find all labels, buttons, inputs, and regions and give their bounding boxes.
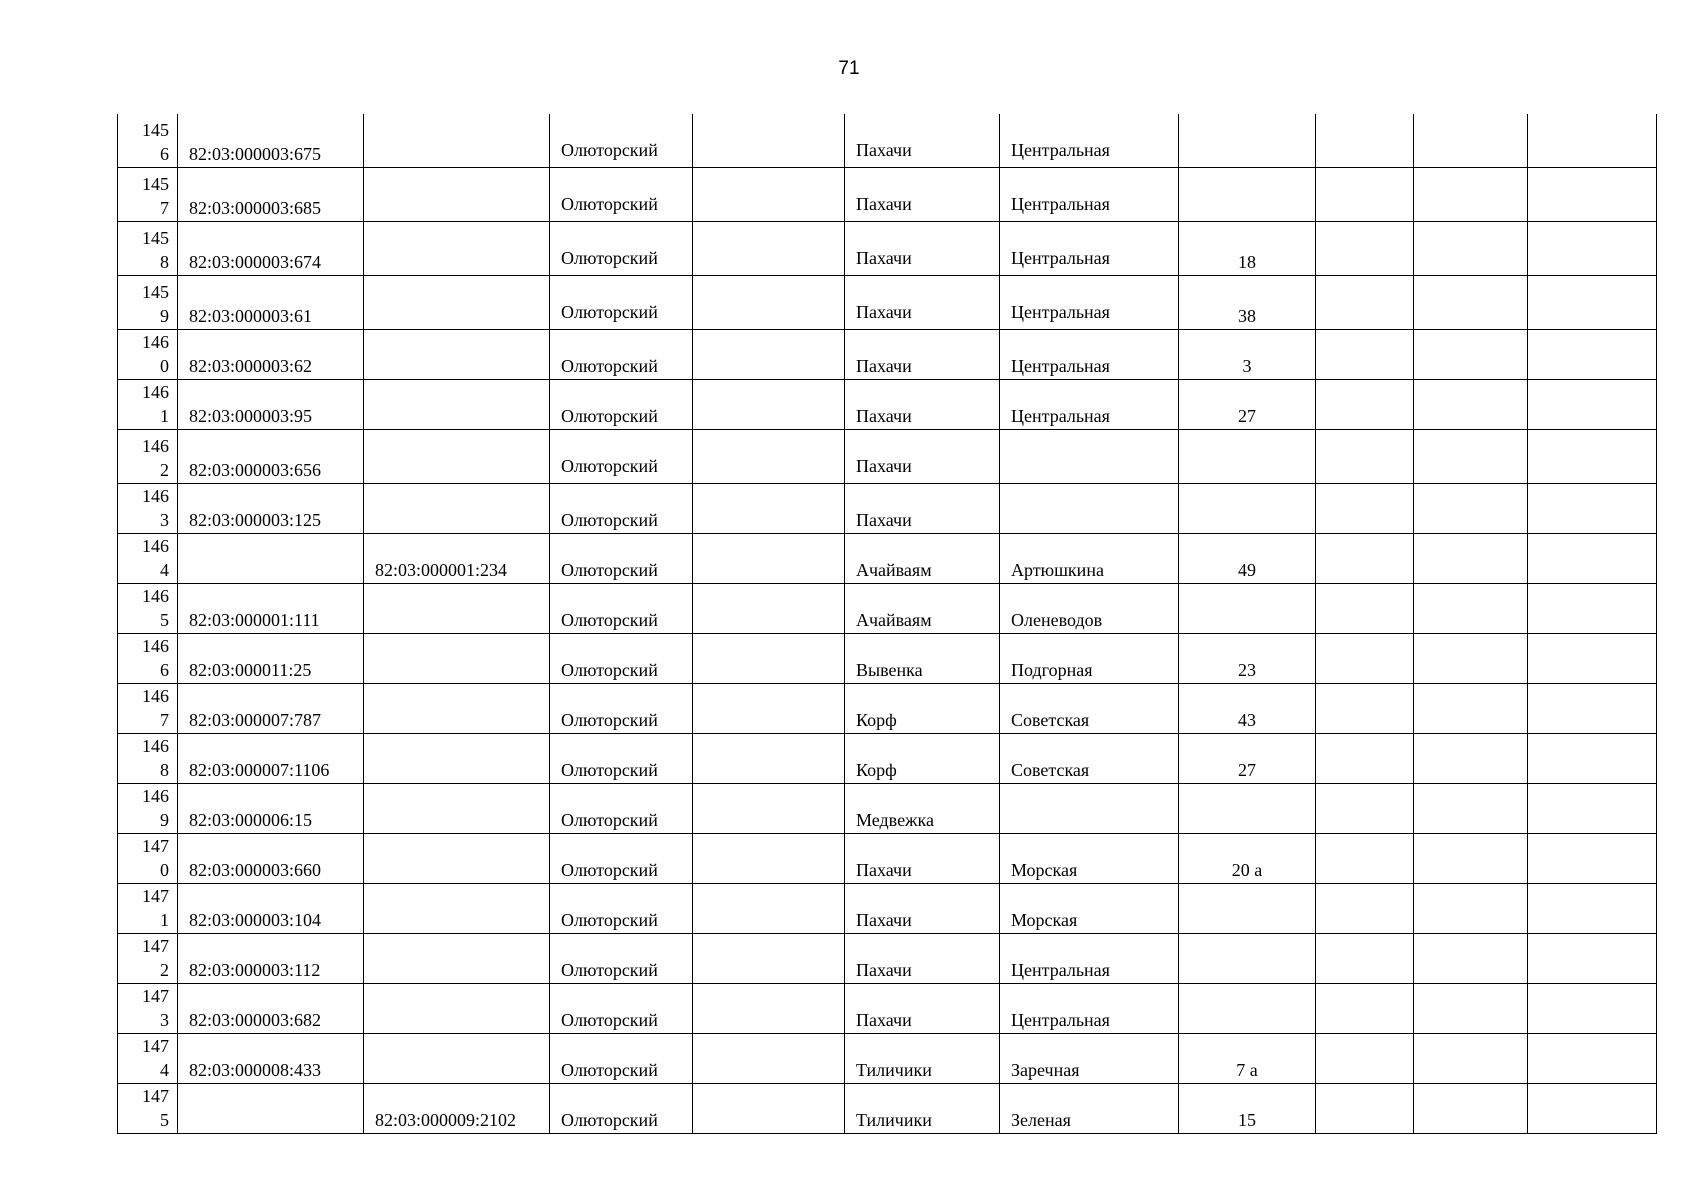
building-cadastral-number-cell	[364, 484, 550, 534]
empty-cell	[1414, 276, 1528, 330]
district-cell: Олюторский	[550, 634, 693, 684]
locality-cell: Пахачи	[845, 884, 1000, 934]
table-row	[118, 584, 1657, 634]
house-number-cell	[1179, 984, 1316, 1034]
table-row	[118, 222, 1657, 276]
empty-cell	[1528, 484, 1657, 534]
empty-cell	[1414, 114, 1528, 168]
building-cadastral-number-cell	[364, 734, 550, 784]
street-cell: Зеленая	[1000, 1084, 1179, 1134]
empty-cell	[693, 168, 845, 222]
cadastral-number-cell: 82:03:000003:62	[178, 330, 364, 380]
house-number-cell: 23	[1179, 634, 1316, 684]
row-number-line-1: 146	[142, 736, 169, 756]
row-number-line-2: 1	[160, 406, 169, 426]
empty-cell	[693, 1034, 845, 1084]
empty-cell	[1316, 734, 1414, 784]
row-number-line-2: 6	[160, 660, 169, 680]
street-cell: Центральная	[1000, 934, 1179, 984]
house-number-cell	[1179, 168, 1316, 222]
house-number-cell: 27	[1179, 734, 1316, 784]
row-number-cell	[118, 684, 178, 734]
empty-cell	[1414, 734, 1528, 784]
row-number-line-2: 9	[160, 306, 169, 326]
row-number-cell	[118, 884, 178, 934]
row-number-cell	[118, 114, 178, 168]
row-number-line-1: 146	[142, 382, 169, 402]
row-number-line-1: 147	[142, 986, 169, 1006]
row-number-cell	[118, 1084, 178, 1134]
empty-cell	[1414, 380, 1528, 430]
empty-cell	[1414, 934, 1528, 984]
empty-cell	[693, 684, 845, 734]
house-number-cell: 3	[1179, 330, 1316, 380]
street-cell: Центральная	[1000, 168, 1179, 222]
row-number-line-1: 147	[142, 1086, 169, 1106]
table-row	[118, 330, 1657, 380]
building-cadastral-number-cell	[364, 330, 550, 380]
table-row	[118, 634, 1657, 684]
empty-cell	[1528, 784, 1657, 834]
row-number-line-1: 147	[142, 886, 169, 906]
row-number-line-2: 3	[160, 510, 169, 530]
row-number-line-1: 146	[142, 686, 169, 706]
empty-cell	[693, 584, 845, 634]
locality-cell: Пахачи	[845, 834, 1000, 884]
locality-cell: Корф	[845, 684, 1000, 734]
table-row	[118, 1084, 1657, 1134]
empty-cell	[1316, 634, 1414, 684]
empty-cell	[1414, 984, 1528, 1034]
empty-cell	[1316, 114, 1414, 168]
empty-cell	[1528, 634, 1657, 684]
cadastral-number-cell: 82:03:000003:112	[178, 934, 364, 984]
empty-cell	[693, 884, 845, 934]
house-number-cell: 27	[1179, 380, 1316, 430]
house-number-cell: 43	[1179, 684, 1316, 734]
street-cell: Центральная	[1000, 114, 1179, 168]
locality-cell: Пахачи	[845, 330, 1000, 380]
empty-cell	[1414, 430, 1528, 484]
empty-cell	[693, 534, 845, 584]
empty-cell	[1414, 168, 1528, 222]
empty-cell	[1528, 330, 1657, 380]
cadastral-number-cell: 82:03:000007:787	[178, 684, 364, 734]
empty-cell	[1414, 584, 1528, 634]
empty-cell	[1414, 634, 1528, 684]
empty-cell	[1316, 584, 1414, 634]
locality-cell: Тиличики	[845, 1034, 1000, 1084]
district-cell: Олюторский	[550, 834, 693, 884]
empty-cell	[1414, 1034, 1528, 1084]
empty-cell	[1316, 534, 1414, 584]
locality-cell: Корф	[845, 734, 1000, 784]
empty-cell	[1528, 534, 1657, 584]
row-number-line-1: 146	[142, 586, 169, 606]
row-number-line-1: 147	[142, 936, 169, 956]
district-cell: Олюторский	[550, 380, 693, 430]
district-cell: Олюторский	[550, 168, 693, 222]
row-number-line-1: 146	[142, 786, 169, 806]
row-number-line-2: 5	[160, 610, 169, 630]
empty-cell	[1528, 1084, 1657, 1134]
empty-cell	[1316, 330, 1414, 380]
building-cadastral-number-cell	[364, 984, 550, 1034]
row-number-line-2: 2	[160, 960, 169, 980]
building-cadastral-number-cell: 82:03:000001:234	[364, 534, 550, 584]
row-number-cell	[118, 634, 178, 684]
row-number-cell	[118, 984, 178, 1034]
row-number-cell	[118, 1034, 178, 1084]
building-cadastral-number-cell	[364, 1034, 550, 1084]
row-number-line-2: 7	[160, 198, 169, 218]
locality-cell: Пахачи	[845, 380, 1000, 430]
cadastral-number-cell: 82:03:000003:104	[178, 884, 364, 934]
cadastral-number-cell: 82:03:000003:682	[178, 984, 364, 1034]
empty-cell	[1316, 934, 1414, 984]
street-cell: Центральная	[1000, 276, 1179, 330]
district-cell: Олюторский	[550, 534, 693, 584]
empty-cell	[1528, 380, 1657, 430]
cadastral-number-cell: 82:03:000003:685	[178, 168, 364, 222]
street-cell: Морская	[1000, 834, 1179, 884]
empty-cell	[1528, 114, 1657, 168]
district-cell: Олюторский	[550, 222, 693, 276]
street-cell	[1000, 430, 1179, 484]
cadastral-number-cell: 82:03:000007:1106	[178, 734, 364, 784]
empty-cell	[1316, 784, 1414, 834]
house-number-cell: 49	[1179, 534, 1316, 584]
row-number-line-1: 145	[142, 282, 169, 302]
house-number-cell: 20 а	[1179, 834, 1316, 884]
cadastral-number-cell: 82:03:000003:656	[178, 430, 364, 484]
house-number-cell	[1179, 114, 1316, 168]
street-cell: Центральная	[1000, 984, 1179, 1034]
street-cell: Советская	[1000, 734, 1179, 784]
empty-cell	[1528, 1034, 1657, 1084]
row-number-line-2: 8	[160, 760, 169, 780]
street-cell: Центральная	[1000, 222, 1179, 276]
cadastral-number-cell: 82:03:000003:675	[178, 114, 364, 168]
district-cell: Олюторский	[550, 484, 693, 534]
table-row	[118, 114, 1657, 168]
empty-cell	[1528, 934, 1657, 984]
district-cell: Олюторский	[550, 276, 693, 330]
empty-cell	[1316, 168, 1414, 222]
table-row	[118, 430, 1657, 484]
cadastral-number-cell: 82:03:000003:674	[178, 222, 364, 276]
locality-cell: Ачайваям	[845, 584, 1000, 634]
table-row	[118, 484, 1657, 534]
empty-cell	[693, 984, 845, 1034]
locality-cell: Пахачи	[845, 484, 1000, 534]
empty-cell	[1316, 1034, 1414, 1084]
cadastral-number-cell: 82:03:000011:25	[178, 634, 364, 684]
table-row	[118, 934, 1657, 984]
row-number-cell	[118, 222, 178, 276]
building-cadastral-number-cell	[364, 634, 550, 684]
row-number-line-1: 146	[142, 436, 169, 456]
table-row	[118, 168, 1657, 222]
street-cell: Заречная	[1000, 1034, 1179, 1084]
cadastral-number-cell: 82:03:000008:433	[178, 1034, 364, 1084]
row-number-line-2: 0	[160, 860, 169, 880]
empty-cell	[1316, 484, 1414, 534]
cadastral-number-cell: 82:03:000003:95	[178, 380, 364, 430]
empty-cell	[1528, 984, 1657, 1034]
district-cell: Олюторский	[550, 734, 693, 784]
building-cadastral-number-cell	[364, 114, 550, 168]
row-number-line-1: 146	[142, 332, 169, 352]
empty-cell	[1528, 276, 1657, 330]
empty-cell	[1414, 534, 1528, 584]
row-number-line-2: 3	[160, 1010, 169, 1030]
empty-cell	[1316, 684, 1414, 734]
row-number-line-2: 8	[160, 252, 169, 272]
table-row	[118, 984, 1657, 1034]
row-number-cell	[118, 330, 178, 380]
empty-cell	[1316, 834, 1414, 884]
empty-cell	[693, 834, 845, 884]
empty-cell	[693, 484, 845, 534]
row-number-cell	[118, 276, 178, 330]
house-number-cell: 7 а	[1179, 1034, 1316, 1084]
table-row	[118, 684, 1657, 734]
row-number-line-1: 146	[142, 536, 169, 556]
house-number-cell	[1179, 484, 1316, 534]
district-cell: Олюторский	[550, 1084, 693, 1134]
empty-cell	[693, 934, 845, 984]
cadastral-number-cell: 82:03:000001:111	[178, 584, 364, 634]
district-cell: Олюторский	[550, 330, 693, 380]
row-number-cell	[118, 484, 178, 534]
locality-cell: Тиличики	[845, 1084, 1000, 1134]
table-row	[118, 834, 1657, 884]
row-number-line-2: 4	[160, 1060, 169, 1080]
locality-cell: Пахачи	[845, 114, 1000, 168]
empty-cell	[1414, 784, 1528, 834]
empty-cell	[693, 784, 845, 834]
district-cell: Олюторский	[550, 114, 693, 168]
table-row	[118, 276, 1657, 330]
empty-cell	[1414, 330, 1528, 380]
cadastral-number-cell	[178, 1084, 364, 1134]
street-cell: Оленеводов	[1000, 584, 1179, 634]
row-number-line-1: 146	[142, 486, 169, 506]
locality-cell: Пахачи	[845, 276, 1000, 330]
building-cadastral-number-cell	[364, 784, 550, 834]
locality-cell: Ачайваям	[845, 534, 1000, 584]
building-cadastral-number-cell	[364, 276, 550, 330]
row-number-line-2: 7	[160, 710, 169, 730]
empty-cell	[1528, 430, 1657, 484]
cadastral-number-cell: 82:03:000003:125	[178, 484, 364, 534]
house-number-cell	[1179, 430, 1316, 484]
row-number-line-2: 4	[160, 560, 169, 580]
row-number-line-2: 1	[160, 910, 169, 930]
empty-cell	[693, 430, 845, 484]
table-row	[118, 884, 1657, 934]
house-number-cell: 18	[1179, 222, 1316, 276]
table-row	[118, 380, 1657, 430]
empty-cell	[1414, 484, 1528, 534]
empty-cell	[1414, 222, 1528, 276]
building-cadastral-number-cell	[364, 884, 550, 934]
row-number-cell	[118, 534, 178, 584]
building-cadastral-number-cell	[364, 834, 550, 884]
row-number-line-1: 145	[142, 174, 169, 194]
empty-cell	[1528, 884, 1657, 934]
locality-cell: Пахачи	[845, 984, 1000, 1034]
row-number-cell	[118, 734, 178, 784]
empty-cell	[1316, 884, 1414, 934]
empty-cell	[693, 634, 845, 684]
street-cell	[1000, 484, 1179, 534]
building-cadastral-number-cell	[364, 222, 550, 276]
district-cell: Олюторский	[550, 1034, 693, 1084]
cadastral-number-cell: 82:03:000003:61	[178, 276, 364, 330]
empty-cell	[1316, 1084, 1414, 1134]
empty-cell	[1414, 884, 1528, 934]
building-cadastral-number-cell: 82:03:000009:2102	[364, 1084, 550, 1134]
row-number-line-2: 9	[160, 810, 169, 830]
house-number-cell: 15	[1179, 1084, 1316, 1134]
empty-cell	[693, 276, 845, 330]
row-number-line-2: 2	[160, 460, 169, 480]
registry-table	[117, 114, 1657, 1134]
street-cell	[1000, 784, 1179, 834]
street-cell: Подгорная	[1000, 634, 1179, 684]
empty-cell	[693, 1084, 845, 1134]
district-cell: Олюторский	[550, 584, 693, 634]
cadastral-number-cell: 82:03:000003:660	[178, 834, 364, 884]
district-cell: Олюторский	[550, 934, 693, 984]
table-row	[118, 784, 1657, 834]
district-cell: Олюторский	[550, 884, 693, 934]
empty-cell	[1414, 834, 1528, 884]
street-cell: Морская	[1000, 884, 1179, 934]
page-number: 71	[838, 58, 860, 79]
empty-cell	[693, 330, 845, 380]
street-cell: Советская	[1000, 684, 1179, 734]
empty-cell	[1316, 276, 1414, 330]
row-number-cell	[118, 380, 178, 430]
row-number-line-2: 6	[160, 144, 169, 164]
empty-cell	[693, 380, 845, 430]
empty-cell	[1316, 984, 1414, 1034]
row-number-cell	[118, 784, 178, 834]
building-cadastral-number-cell	[364, 584, 550, 634]
empty-cell	[1414, 684, 1528, 734]
empty-cell	[1528, 834, 1657, 884]
building-cadastral-number-cell	[364, 430, 550, 484]
district-cell: Олюторский	[550, 684, 693, 734]
row-number-line-1: 145	[142, 228, 169, 248]
empty-cell	[1316, 380, 1414, 430]
empty-cell	[1316, 430, 1414, 484]
house-number-cell: 38	[1179, 276, 1316, 330]
locality-cell: Пахачи	[845, 430, 1000, 484]
row-number-line-2: 5	[160, 1110, 169, 1130]
empty-cell	[1528, 168, 1657, 222]
house-number-cell	[1179, 584, 1316, 634]
district-cell: Олюторский	[550, 430, 693, 484]
street-cell: Центральная	[1000, 330, 1179, 380]
street-cell: Центральная	[1000, 380, 1179, 430]
row-number-line-1: 147	[142, 1036, 169, 1056]
empty-cell	[693, 222, 845, 276]
empty-cell	[1528, 684, 1657, 734]
row-number-line-1: 145	[142, 120, 169, 140]
row-number-line-1: 146	[142, 636, 169, 656]
empty-cell	[693, 734, 845, 784]
row-number-cell	[118, 168, 178, 222]
cadastral-number-cell: 82:03:000006:15	[178, 784, 364, 834]
street-cell: Артюшкина	[1000, 534, 1179, 584]
locality-cell: Пахачи	[845, 222, 1000, 276]
building-cadastral-number-cell	[364, 168, 550, 222]
empty-cell	[1528, 734, 1657, 784]
locality-cell: Пахачи	[845, 168, 1000, 222]
empty-cell	[693, 114, 845, 168]
house-number-cell	[1179, 934, 1316, 984]
house-number-cell	[1179, 884, 1316, 934]
district-cell: Олюторский	[550, 784, 693, 834]
locality-cell: Пахачи	[845, 934, 1000, 984]
row-number-line-2: 0	[160, 356, 169, 376]
table-row	[118, 534, 1657, 584]
empty-cell	[1528, 584, 1657, 634]
table-row	[118, 1034, 1657, 1084]
house-number-cell	[1179, 784, 1316, 834]
district-cell: Олюторский	[550, 984, 693, 1034]
building-cadastral-number-cell	[364, 380, 550, 430]
cadastral-number-cell	[178, 534, 364, 584]
table-row	[118, 734, 1657, 784]
row-number-cell	[118, 934, 178, 984]
locality-cell: Медвежка	[845, 784, 1000, 834]
building-cadastral-number-cell	[364, 934, 550, 984]
row-number-cell	[118, 834, 178, 884]
row-number-line-1: 147	[142, 836, 169, 856]
empty-cell	[1528, 222, 1657, 276]
locality-cell: Вывенка	[845, 634, 1000, 684]
empty-cell	[1316, 222, 1414, 276]
row-number-cell	[118, 430, 178, 484]
empty-cell	[1414, 1084, 1528, 1134]
table-body	[118, 114, 1657, 1134]
building-cadastral-number-cell	[364, 684, 550, 734]
row-number-cell	[118, 584, 178, 634]
